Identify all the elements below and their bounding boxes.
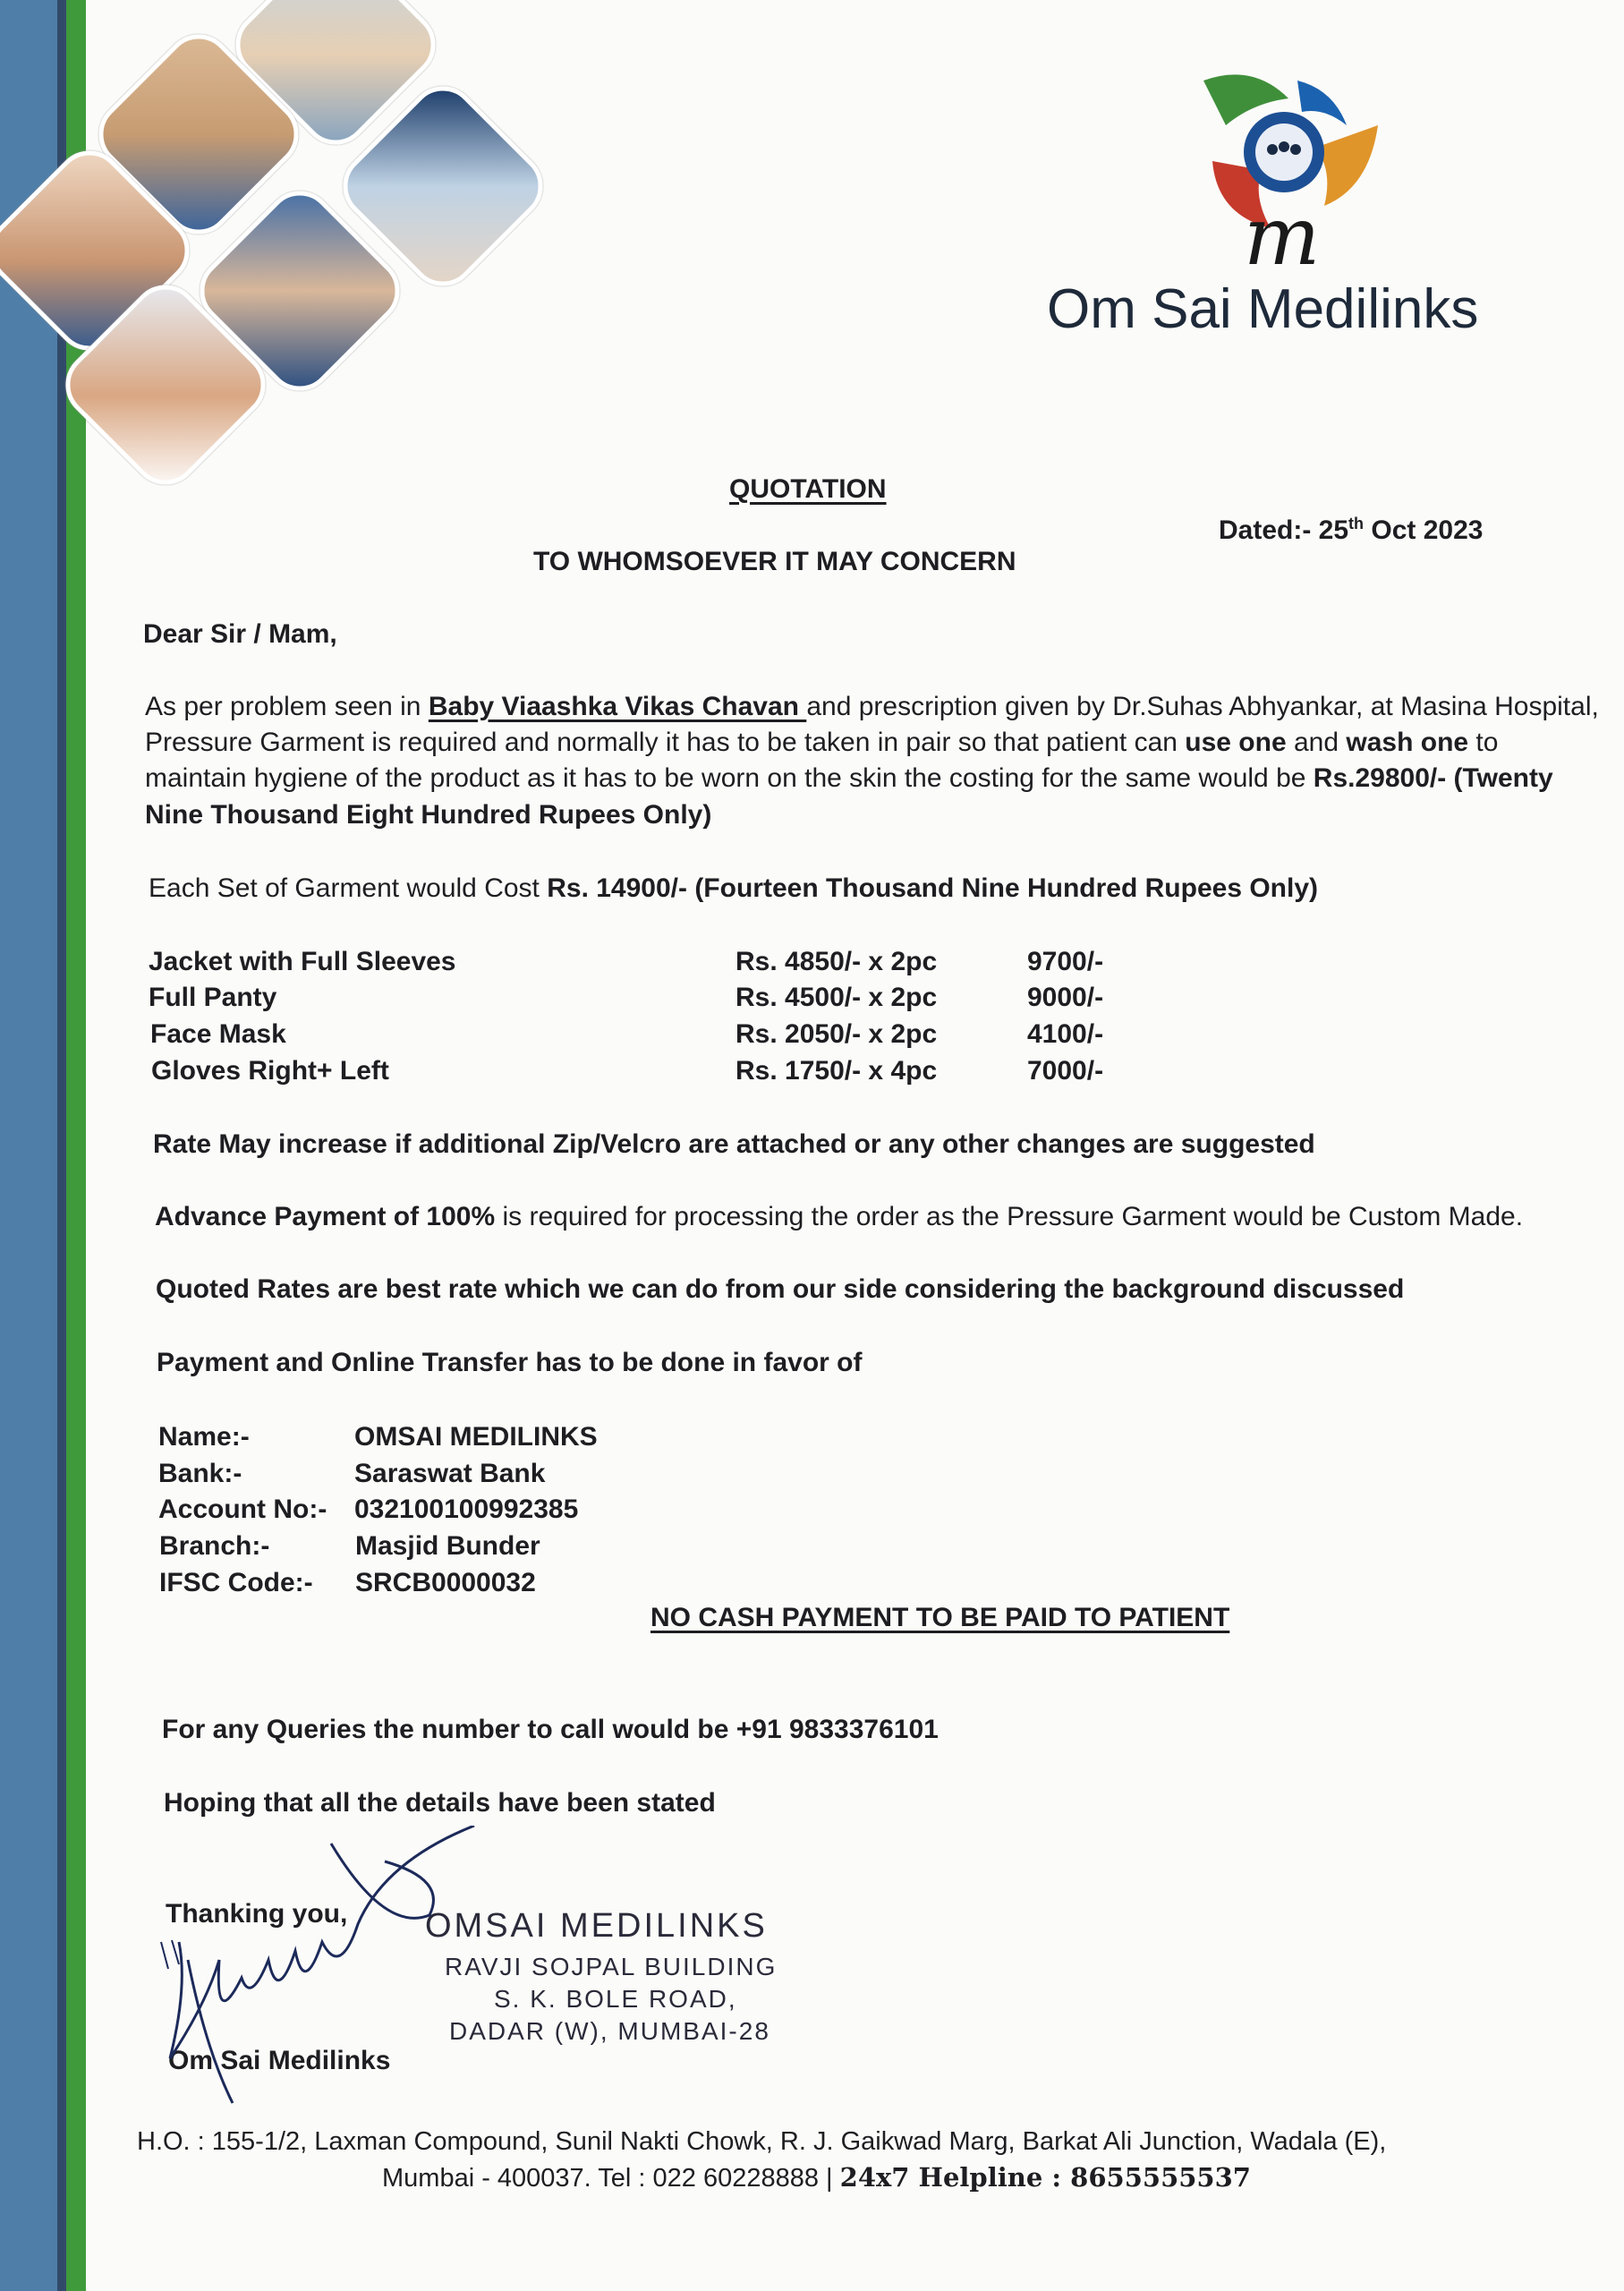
no-cash-notice: NO CASH PAYMENT TO BE PAID TO PATIENT bbox=[650, 1603, 1230, 1632]
quoted-note: Quoted Rates are best rate which we can do from our side considering the background discussed bbox=[156, 1274, 1405, 1304]
payment-label: Account No:- bbox=[158, 1495, 327, 1524]
payment-value: Saraswat Bank bbox=[354, 1459, 546, 1488]
document-subtitle: TO WHOMSOEVER IT MAY CONCERN bbox=[533, 547, 1016, 576]
om-sai-medilinks-logo-icon bbox=[1190, 63, 1396, 277]
item-rate: Rs. 4500/- x 2pc bbox=[735, 983, 938, 1012]
payment-value: OMSAI MEDILINKS bbox=[354, 1422, 598, 1452]
item-rate: Rs. 2050/- x 2pc bbox=[735, 1019, 938, 1049]
item-total: 7000/- bbox=[1027, 1056, 1104, 1086]
document-title: QUOTATION bbox=[729, 474, 887, 504]
item-rate: Rs. 4850/- x 2pc bbox=[735, 947, 938, 976]
footer-address: H.O. : 155-1/2, Laxman Compound, Sunil Nakti Chowk, R. J. Gaikwad Marg, Barkat Ali Junction, Wadala (E), bbox=[137, 2127, 1387, 2156]
salutation: Dear Sir / Mam, bbox=[143, 619, 337, 649]
payment-label: Name:- bbox=[158, 1422, 250, 1452]
stamp-line2: RAVJI SOJPAL BUILDING bbox=[445, 1953, 778, 1980]
hoping-line: Hoping that all the details have been stated bbox=[164, 1788, 716, 1818]
para1-line2: Pressure Garment is required and normally it has to be taken in pair so that patient can use one and wash one to bbox=[145, 728, 1499, 757]
item-name: Jacket with Full Sleeves bbox=[149, 947, 456, 976]
para1-line4: Nine Thousand Eight Hundred Rupees Only) bbox=[145, 800, 712, 830]
svg-text:m: m bbox=[1244, 190, 1321, 277]
patient-name: Baby Viaashka Vikas Chavan bbox=[428, 692, 807, 721]
document-date: Dated:- 25th Oct 2023 bbox=[1219, 515, 1484, 545]
signoff-company: Om Sai Medilinks bbox=[168, 2046, 391, 2075]
payment-label: Branch:- bbox=[159, 1531, 270, 1561]
advance-note: Advance Payment of 100% is required for processing the order as the Pressure Garment would be Custom Made. bbox=[155, 1202, 1524, 1231]
rate-note: Rate May increase if additional Zip/Velcro are attached or any other changes are suggested bbox=[153, 1129, 1315, 1159]
stamp-line3: S. K. BOLE ROAD, bbox=[494, 1985, 737, 2013]
thanking-line: Thanking you, bbox=[166, 1899, 348, 1929]
left-stripe-blue bbox=[0, 0, 63, 2291]
left-stripe-dark bbox=[57, 0, 66, 2291]
item-name: Face Mask bbox=[150, 1019, 286, 1049]
payment-value: SRCB0000032 bbox=[355, 1568, 536, 1597]
brand-name: Om Sai Medilinks bbox=[1047, 278, 1479, 340]
each-set-cost: Each Set of Garment would Cost Rs. 14900/- (Fourteen Thousand Nine Hundred Rupees Only) bbox=[149, 873, 1319, 903]
item-total: 9000/- bbox=[1027, 983, 1104, 1012]
item-total: 9700/- bbox=[1027, 947, 1104, 976]
stamp-line1: OMSAI MEDILINKS bbox=[425, 1907, 768, 1945]
para1-line3: maintain hygiene of the product as it has to be worn on the skin the costing for the same would be Rs.29800/- (Twenty bbox=[145, 763, 1553, 793]
handwritten-signature bbox=[152, 1826, 510, 2112]
payment-label: IFSC Code:- bbox=[159, 1568, 313, 1597]
para1-line1: As per problem seen in Baby Viaashka Vikas Chavan and prescription given by Dr.Suhas Abhyankar, at Masina Hospital, bbox=[145, 692, 1599, 721]
item-rate: Rs. 1750/- x 4pc bbox=[735, 1056, 938, 1086]
payment-value: 032100100992385 bbox=[354, 1495, 579, 1524]
payment-note: Payment and Online Transfer has to be done in favor of bbox=[157, 1348, 863, 1377]
payment-value: Masjid Bunder bbox=[355, 1531, 540, 1561]
item-total: 4100/- bbox=[1027, 1019, 1104, 1049]
footer-contact: Mumbai - 400037. Tel : 022 60228888 | 24x7 Helpline : 8655555537 bbox=[382, 2162, 1251, 2193]
item-name: Full Panty bbox=[149, 983, 277, 1012]
item-name: Gloves Right+ Left bbox=[151, 1056, 389, 1086]
queries-line: For any Queries the number to call would be +91 9833376101 bbox=[162, 1715, 939, 1744]
stamp-line4: DADAR (W), MUMBAI-28 bbox=[449, 2017, 770, 2045]
payment-label: Bank:- bbox=[158, 1459, 242, 1488]
